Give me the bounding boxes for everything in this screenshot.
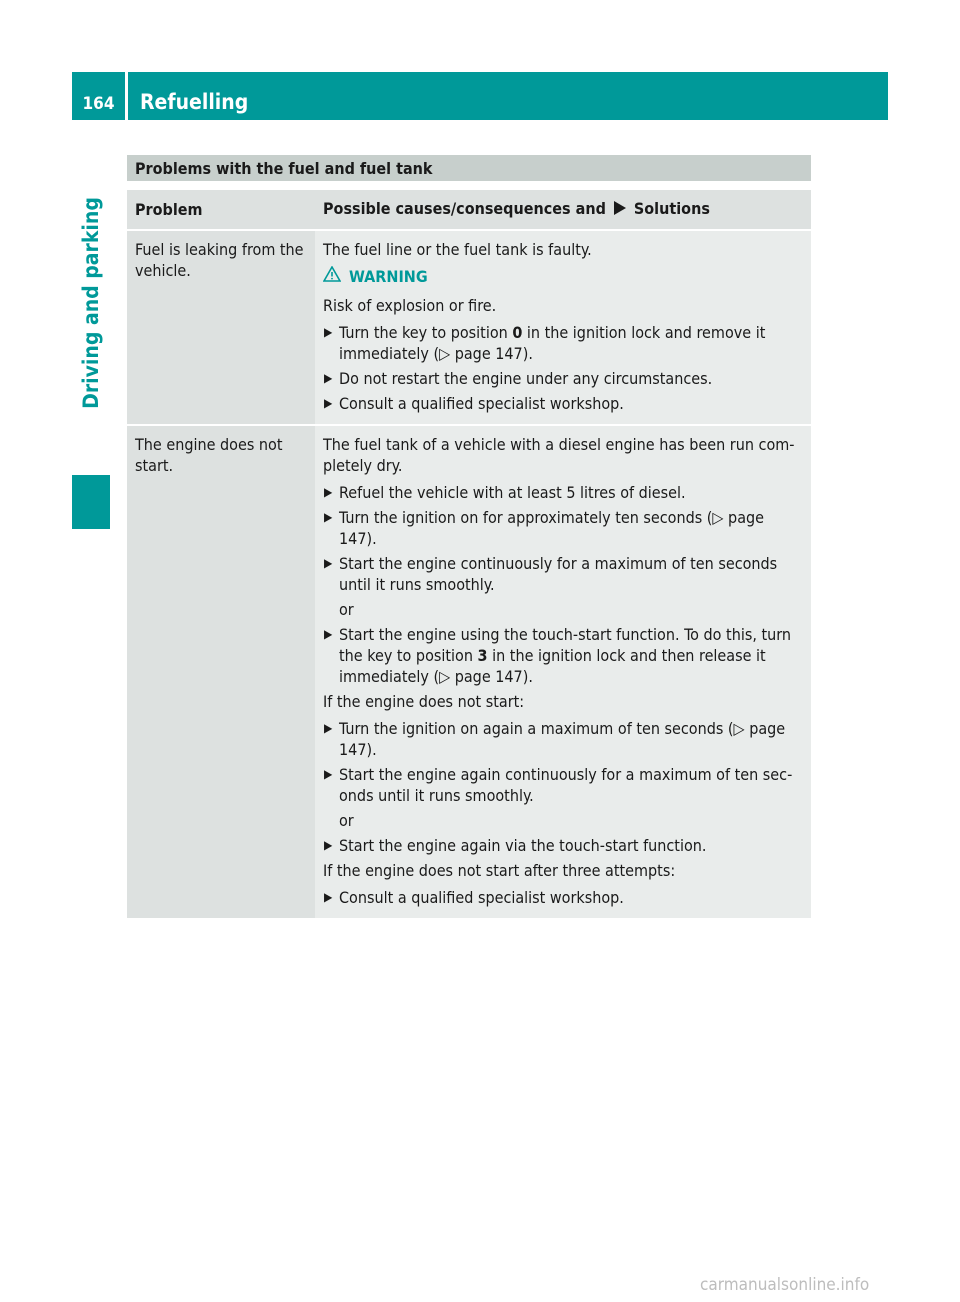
step-arrow-icon: ▶ <box>324 890 333 904</box>
instruction-step <box>323 624 803 687</box>
side-tab-marker <box>72 475 110 529</box>
step-arrow-icon: ▶ <box>324 556 333 570</box>
solution-cell <box>315 425 811 918</box>
step-text: Start the engine again continuously for a maximum of ten sec- onds until it runs smoothly. <box>339 765 793 805</box>
step-arrow-icon: ▶ <box>324 371 333 385</box>
step-arrow-icon: ▶ <box>324 485 333 499</box>
table-header-row <box>127 190 811 230</box>
solution-cell <box>315 230 811 425</box>
step-text: Turn the ignition on again a maximum of ten seconds (▷ page 147). <box>339 719 786 759</box>
step-text: Start the engine again via the touch-start function. <box>339 836 707 855</box>
step-arrow-icon: ▶ <box>324 325 333 339</box>
table-row <box>127 230 811 425</box>
condition-text: If the engine does not start after three attempts: <box>323 861 676 880</box>
step-text: in the ignition lock and then release it immediately (▷ page 147). <box>339 646 766 686</box>
key-position: 0 <box>512 323 523 342</box>
warning-notice <box>323 266 803 287</box>
step-text: Consult a qualified specialist workshop. <box>339 888 624 907</box>
step-text: Do not restart the engine under any circumstances. <box>339 369 713 388</box>
fuel-problems-table <box>127 190 811 918</box>
key-position: 3 <box>477 646 488 665</box>
arrow-right-icon <box>613 200 627 221</box>
step-text: Turn the key to position <box>339 323 513 342</box>
table-row <box>127 425 811 918</box>
instruction-step <box>323 482 803 503</box>
instruction-step <box>323 553 803 595</box>
step-arrow-icon: ▶ <box>324 627 333 641</box>
instruction-step <box>323 507 803 549</box>
cause-text: The fuel line or the fuel tank is faulty. <box>323 240 592 259</box>
step-arrow-icon: ▶ <box>324 838 333 852</box>
instruction-step <box>323 368 803 389</box>
condition-text: If the engine does not start: <box>323 692 525 711</box>
step-text: in the ignition lock and remove it immediately (▷ page 147). <box>339 323 766 363</box>
step-text: Refuel the vehicle with at least 5 litres of diesel. <box>339 483 686 502</box>
risk-text: Risk of explosion or fire. <box>323 296 497 315</box>
cause-text: The fuel tank of a vehicle with a diesel engine has been run com- pletely dry. <box>323 435 795 475</box>
header-problem: Problem <box>127 190 315 230</box>
instruction-step <box>323 835 803 856</box>
instruction-step <box>323 718 803 760</box>
side-tab <box>72 130 110 475</box>
section-title: Problems with the fuel and fuel tank <box>127 155 811 181</box>
side-tab-label: Driving and parking <box>79 196 103 409</box>
watermark: carmanualsonline.info <box>700 1275 870 1295</box>
step-arrow-icon: ▶ <box>324 396 333 410</box>
instruction-step <box>323 764 803 806</box>
step-text: Consult a qualified specialist workshop. <box>339 394 624 413</box>
step-text: Start the engine using the touch-start function. To do this, turn the key to position <box>339 625 791 665</box>
problem-cell: The engine does not start. <box>127 425 315 918</box>
page-title: Refuelling <box>128 72 888 120</box>
instruction-step <box>323 887 803 908</box>
step-text: Turn the ignition on for approximately ten seconds (▷ page 147). <box>339 508 765 548</box>
problem-cell: Fuel is leaking from the vehicle. <box>127 230 315 425</box>
instruction-step <box>323 322 803 364</box>
warning-label: WARNING <box>349 267 428 286</box>
step-arrow-icon: ▶ <box>324 721 333 735</box>
step-arrow-icon: ▶ <box>324 767 333 781</box>
header-solutions-label: Solutions <box>633 199 710 218</box>
page-number: 164 <box>72 72 125 120</box>
header-causes-label: Possible causes/consequences and <box>323 199 606 218</box>
warning-triangle-icon <box>323 266 341 287</box>
step-arrow-icon: ▶ <box>324 510 333 524</box>
or-separator: or <box>339 811 354 830</box>
or-separator: or <box>339 600 354 619</box>
instruction-step <box>323 393 803 414</box>
step-text: Start the engine continuously for a maximum of ten seconds until it runs smoothly. <box>339 554 778 594</box>
header-solutions <box>315 190 811 230</box>
